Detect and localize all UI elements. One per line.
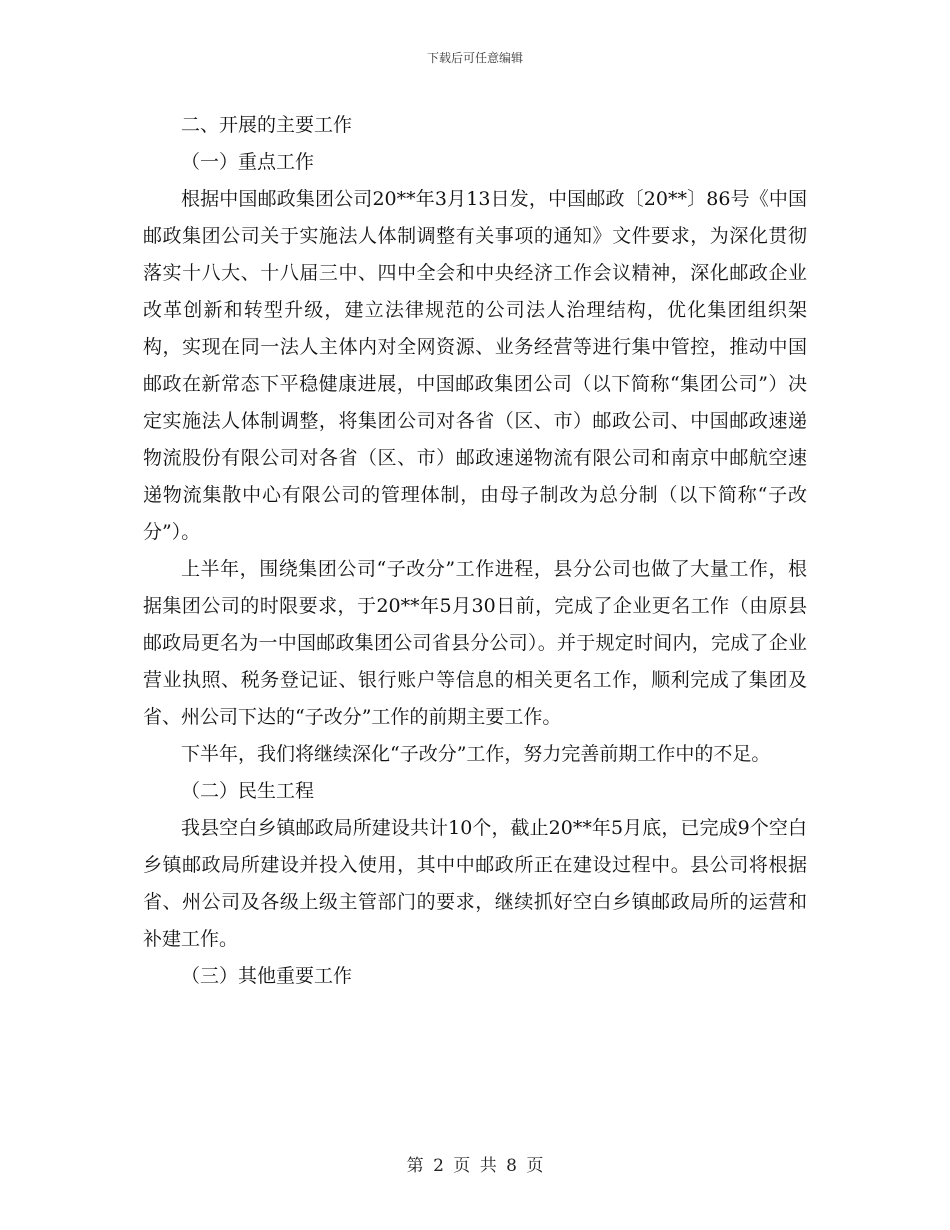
- document-body: [143, 107, 807, 995]
- page-header: 下载后可任意编辑: [426, 51, 523, 65]
- subsection-heading-livelihood: （二）民生工程: [181, 780, 315, 802]
- subsection-heading-other-work: （三）其他重要工作: [181, 965, 353, 987]
- subsection-heading-key-work: （一）重点工作: [181, 151, 315, 173]
- body-paragraph: 下半年，我们将继续深化“子改分”工作，努力完善前期工作中的不足。: [181, 743, 771, 765]
- page-number: 第 2 页 共 8 页: [406, 1156, 544, 1176]
- section-heading: 二、开展的主要工作: [181, 114, 353, 136]
- body-paragraph: 我县空白乡镇邮政局所建设共计10个，截止20**年5月底，已完成9个空白乡镇邮政局所建设并投入使用，其中中邮政所正在建设过程中。县公司将根据省、州公司及各级上级主管部门的要求，继续抓好空白乡镇邮政局所的运营和补建工作。: [143, 817, 807, 950]
- body-paragraph: 上半年，围绕集团公司“子改分”工作进程，县分公司也做了大量工作，根据集团公司的时限要求，于20**年5月30日前，完成了企业更名工作（由原县邮政局更名为一中国邮政集团公司省县分公司）。并于规定时间内，完成了企业营业执照、税务登记证、银行账户等信息的相关更名工作，顺利完成了集团及省、州公司下达的“子改分”工作的前期主要工作。: [143, 558, 807, 728]
- body-paragraph: 根据中国邮政集团公司20**年3月13日发，中国邮政〔20**〕86号《中国邮政集团公司关于实施法人体制调整有关事项的通知》文件要求，为深化贯彻落实十八大、十八届三中、四中全会和中央经济工作会议精神，深化邮政企业改革创新和转型升级，建立法律规范的公司法人治理结构，优化集团组织架构，实现在同一法人主体内对全网资源、业务经营等进行集中管控，推动中国邮政在新常态下平稳健康进展，中国邮政集团公司（以下简称“集团公司”）决定实施法人体制调整，将集团公司对各省（区、市）邮政公司、中国邮政速递物流股份有限公司对各省（区、市）邮政速递物流有限公司和南京中邮航空速递物流集散中心有限公司的管理体制，由母子制改为总分制（以下简称“子改分”）。: [143, 188, 807, 543]
